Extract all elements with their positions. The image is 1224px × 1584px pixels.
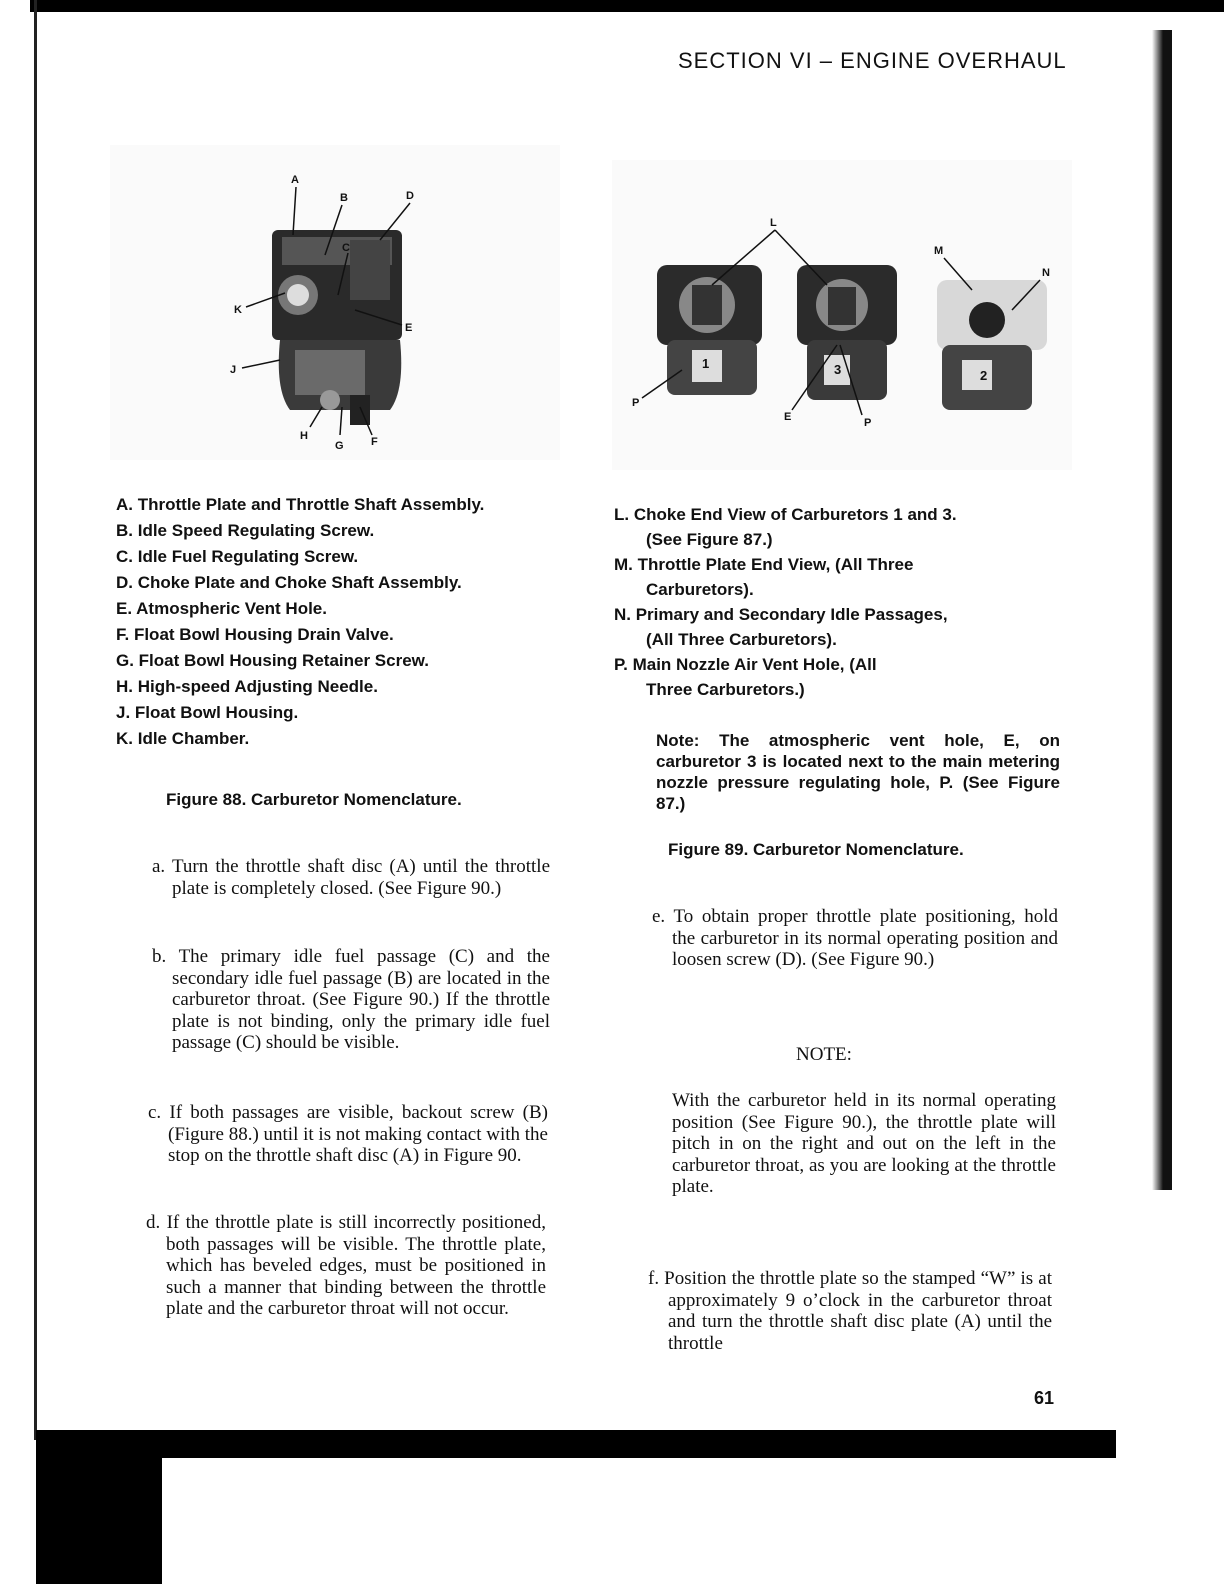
legend-item: C. Idle Fuel Regulating Screw. <box>116 547 359 566</box>
figure-89-legend <box>614 502 957 702</box>
legend-item-continuation: Three Carburetors.) <box>646 680 805 699</box>
legend-item-continuation: (All Three Carburetors). <box>646 630 837 649</box>
legend-item: L. Choke End View of Carburetors 1 and 3. <box>614 505 957 524</box>
legend-item: J. Float Bowl Housing. <box>116 703 299 722</box>
bottom-left-block <box>36 1458 162 1584</box>
fig89-label-3: 3 <box>834 362 842 377</box>
figure-89-photo <box>612 160 1072 470</box>
step-d: d. If the throttle plate is still incorrectly positioned, both passages will be visible. The throttle plate, which has beveled edges, must be positioned in such a manner that binding between the throttle plate and the carburetor throat will not occur. <box>146 1212 546 1319</box>
fig88-label-h: H <box>300 430 308 442</box>
right-binding-edge <box>1152 30 1172 1190</box>
section-header: SECTION VI – ENGINE OVERHAUL <box>678 48 1067 73</box>
legend-item: K. Idle Chamber. <box>116 729 250 748</box>
legend-item: D. Choke Plate and Choke Shaft Assembly. <box>116 573 462 592</box>
figure-88-photo <box>110 145 560 460</box>
step-c: c. If both passages are visible, backout screw (B) (Figure 88.) until it is not making contact with the stop on the throttle shaft disc (A) in Figure 90. <box>148 1102 548 1166</box>
fig89-label-m: M <box>934 245 944 257</box>
fig88-label-e: E <box>405 322 413 334</box>
fig89-label-2: 2 <box>980 368 988 383</box>
step-a: a. Turn the throttle shaft disc (A) until the throttle plate is completely closed. (See Figure 90.) <box>152 856 550 899</box>
top-scan-border <box>30 0 1224 12</box>
fig89-label-e: E <box>784 411 792 423</box>
figure-88-legend <box>116 492 484 752</box>
fig89-label-p2: P <box>864 417 872 429</box>
legend-item: B. Idle Speed Regulating Screw. <box>116 521 375 540</box>
legend-item: M. Throttle Plate End View, (All Three <box>614 555 914 574</box>
fig88-label-k: K <box>234 304 242 316</box>
legend-item: F. Float Bowl Housing Drain Valve. <box>116 625 394 644</box>
page-number: 61 <box>1034 1388 1055 1408</box>
figure-88-caption: Figure 88. Carburetor Nomenclature. <box>166 790 462 809</box>
legend-item: H. High-speed Adjusting Needle. <box>116 677 378 696</box>
figure-89-caption: Figure 89. Carburetor Nomenclature. <box>668 840 964 859</box>
fig89-label-l: L <box>770 217 777 229</box>
legend-item-continuation: (See Figure 87.) <box>646 530 773 549</box>
bottom-scan-band <box>36 1430 1116 1458</box>
legend-item: E. Atmospheric Vent Hole. <box>116 599 327 618</box>
fig88-label-d: D <box>406 190 414 202</box>
step-b: b. The primary idle fuel passage (C) and the secondary idle fuel passage (B) are located in the carburetor throat. (See Figure 90.) If the throttle plate is not binding, only the primary idle fuel passage (C) should be visible. <box>152 946 550 1053</box>
legend-item-continuation: Carburetors). <box>646 580 754 599</box>
step-e: e. To obtain proper throttle plate positioning, hold the carburetor in its normal operating position and loosen screw (D). (See Figure 90.) <box>652 906 1058 970</box>
fig88-label-f: F <box>371 436 378 448</box>
step-f: f. Position the throttle plate so the stamped “W” is at approximately 9 o’clock in the carburetor throat and turn the throttle shaft disc plate (A) until the throttle <box>648 1268 1052 1354</box>
legend-item: N. Primary and Secondary Idle Passages, <box>614 605 948 624</box>
fig88-label-b: B <box>340 192 348 204</box>
left-binding-edge <box>34 0 37 1440</box>
note-body: With the carburetor held in its normal operating position (See Figure 90.), the throttle plate will pitch in on the right and out on the left in the carburetor throat, as you are looking at the throttle plate. <box>672 1090 1056 1197</box>
fig88-label-j: J <box>230 364 237 376</box>
legend-item: P. Main Nozzle Air Vent Hole, (All <box>614 655 877 674</box>
fig88-label-g: G <box>335 440 344 452</box>
fig89-label-1: 1 <box>702 356 710 371</box>
fig89-label-p: P <box>632 397 640 409</box>
fig89-label-n: N <box>1042 267 1050 279</box>
legend-item: G. Float Bowl Housing Retainer Screw. <box>116 651 429 670</box>
fig88-label-c: C <box>342 242 350 254</box>
legend-item: A. Throttle Plate and Throttle Shaft Assembly. <box>116 495 485 514</box>
fig88-label-a: A <box>291 174 299 186</box>
figure-89-note: Note: The atmospheric vent hole, E, on carburetor 3 is located next to the main metering nozzle pressure regulating hole, P. (See Figure 87.) <box>656 731 1060 813</box>
note-heading: NOTE: <box>796 1044 852 1065</box>
